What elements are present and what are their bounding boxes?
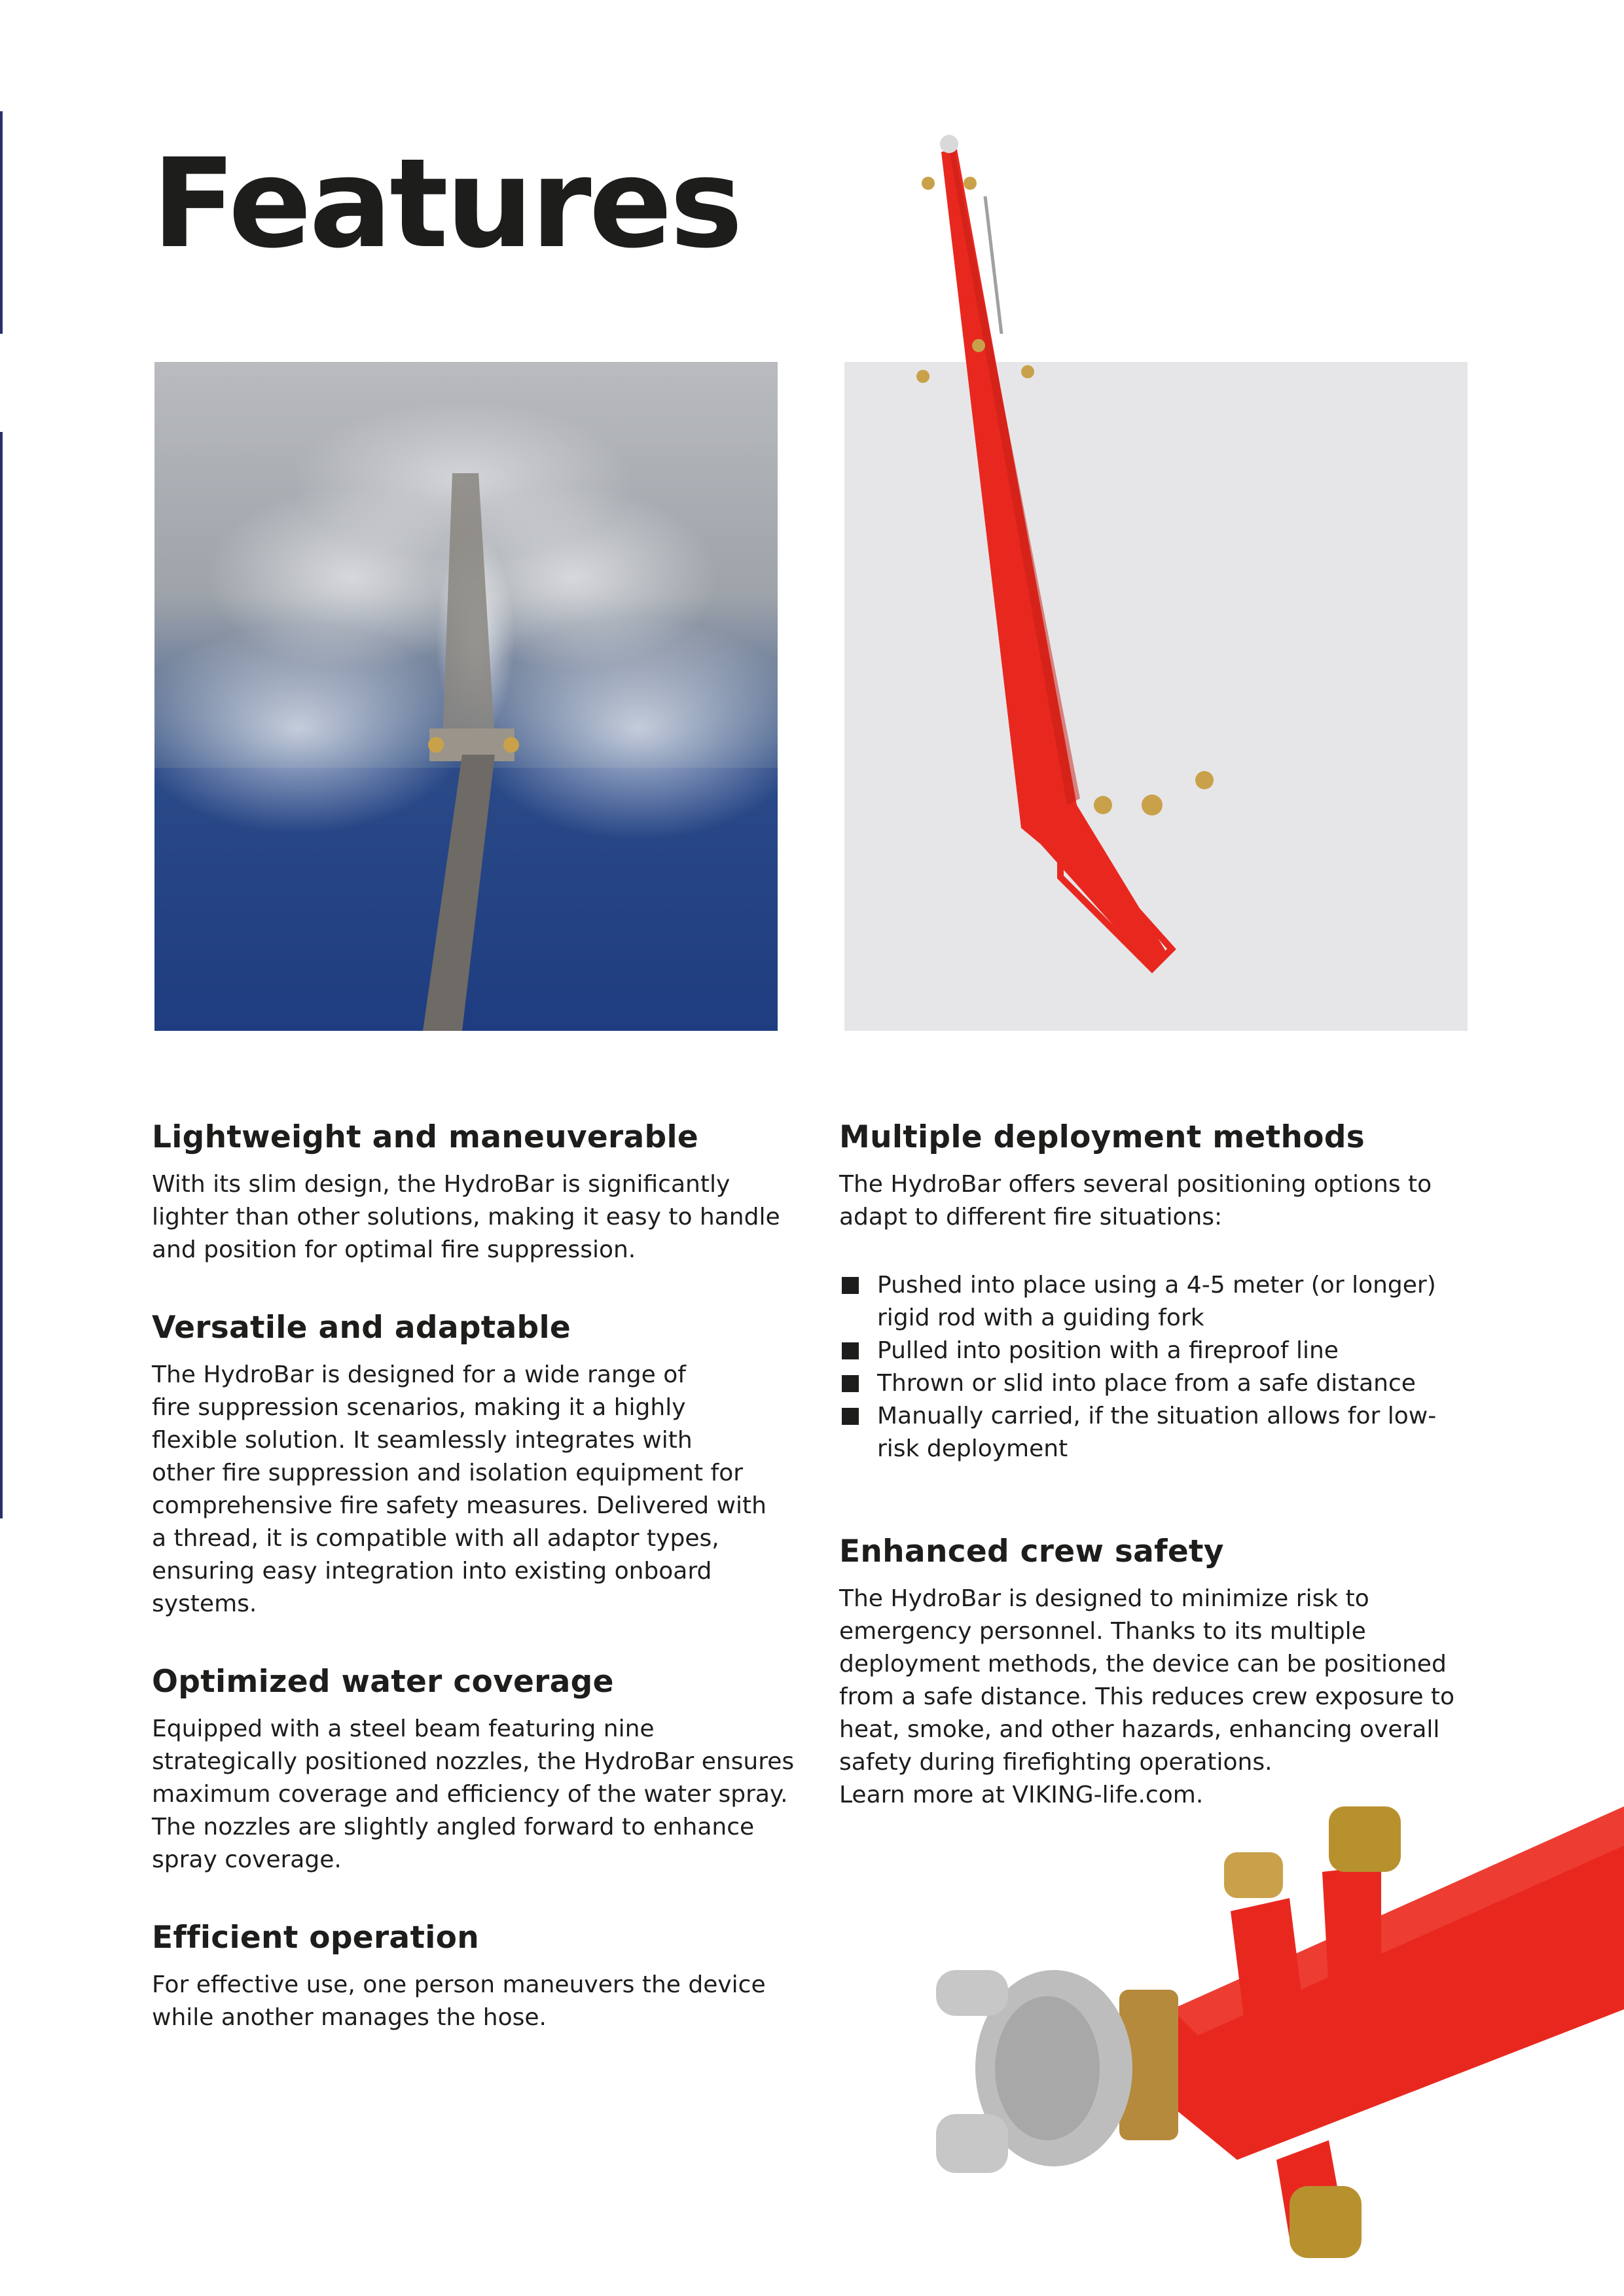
page-title: Features bbox=[152, 132, 741, 276]
bullet-square-icon bbox=[842, 1277, 859, 1294]
section-heading: Versatile and adaptable bbox=[152, 1310, 571, 1346]
bullet-square-icon bbox=[842, 1342, 859, 1359]
section-crew-safety bbox=[839, 1534, 1494, 1812]
section-body: For effective use, one person maneuvers the device while another manages the hose. bbox=[152, 1971, 766, 2031]
edge-mark-top bbox=[0, 111, 3, 334]
section-versatile bbox=[152, 1310, 806, 1621]
section-heading: Optimized water coverage bbox=[152, 1664, 614, 1700]
list-item bbox=[839, 1269, 1494, 1335]
deployment-list bbox=[839, 1269, 1494, 1465]
left-column bbox=[152, 1119, 806, 2077]
list-item bbox=[839, 1400, 1494, 1465]
section-heading: Enhanced crew safety bbox=[839, 1534, 1224, 1570]
list-item-text: Pulled into position with a fireproof line bbox=[877, 1337, 1339, 1364]
section-heading: Lightweight and maneuverable bbox=[152, 1119, 699, 1155]
section-deployment bbox=[839, 1119, 1494, 1465]
edge-mark-bottom bbox=[0, 432, 3, 1518]
list-item-text: Thrown or slid into place from a safe distance bbox=[877, 1370, 1416, 1397]
list-item-text: Manually carried, if the situation allows for low- risk deployment bbox=[877, 1403, 1437, 1462]
bullet-square-icon bbox=[842, 1375, 859, 1392]
section-efficient-operation bbox=[152, 1920, 806, 2034]
section-water-coverage bbox=[152, 1664, 806, 1876]
section-body: The HydroBar is designed for a wide range of fire suppression scenarios, making it a highly flexible solution. It seamlessly integrates with other fire suppression and isolation equipment for comprehensive fire safety measures. Delivered with a thread, it is compatible with all adaptor types, ensuring easy integration into existing onboard systems. bbox=[152, 1361, 767, 1617]
list-item bbox=[839, 1367, 1494, 1400]
section-body: The HydroBar is designed to minimize risk to emergency personnel. Thanks to its multiple deployment methods, the device can be positioned from a safe distance. This reduces crew exposure to heat, smoke, and other hazards, enhancing overall safety during firefighting operations. Learn more at VIKING-life.com. bbox=[839, 1585, 1455, 1808]
red-bar-photo bbox=[844, 118, 1468, 1001]
spray-photo bbox=[154, 362, 778, 1031]
fitting-photo bbox=[923, 1793, 1624, 2296]
section-body: With its slim design, the HydroBar is significantly lighter than other solutions, making it easy to handle and position for optimal fire suppression. bbox=[152, 1171, 780, 1263]
right-column bbox=[839, 1119, 1494, 1855]
bullet-square-icon bbox=[842, 1408, 859, 1425]
section-heading: Multiple deployment methods bbox=[839, 1119, 1365, 1155]
section-heading: Efficient operation bbox=[152, 1920, 479, 1956]
list-item-text: Pushed into place using a 4-5 meter (or longer) rigid rod with a guiding fork bbox=[877, 1272, 1436, 1331]
section-intro: The HydroBar offers several positioning options to adapt to different fire situations: bbox=[839, 1171, 1432, 1230]
section-lightweight bbox=[152, 1119, 806, 1266]
section-body: Equipped with a steel beam featuring nine strategically positioned nozzles, the HydroBar ensures maximum coverage and efficiency of the water spray. The nozzles are slightly angled forward to enhance spray coverage. bbox=[152, 1715, 795, 1873]
list-item bbox=[839, 1335, 1494, 1367]
